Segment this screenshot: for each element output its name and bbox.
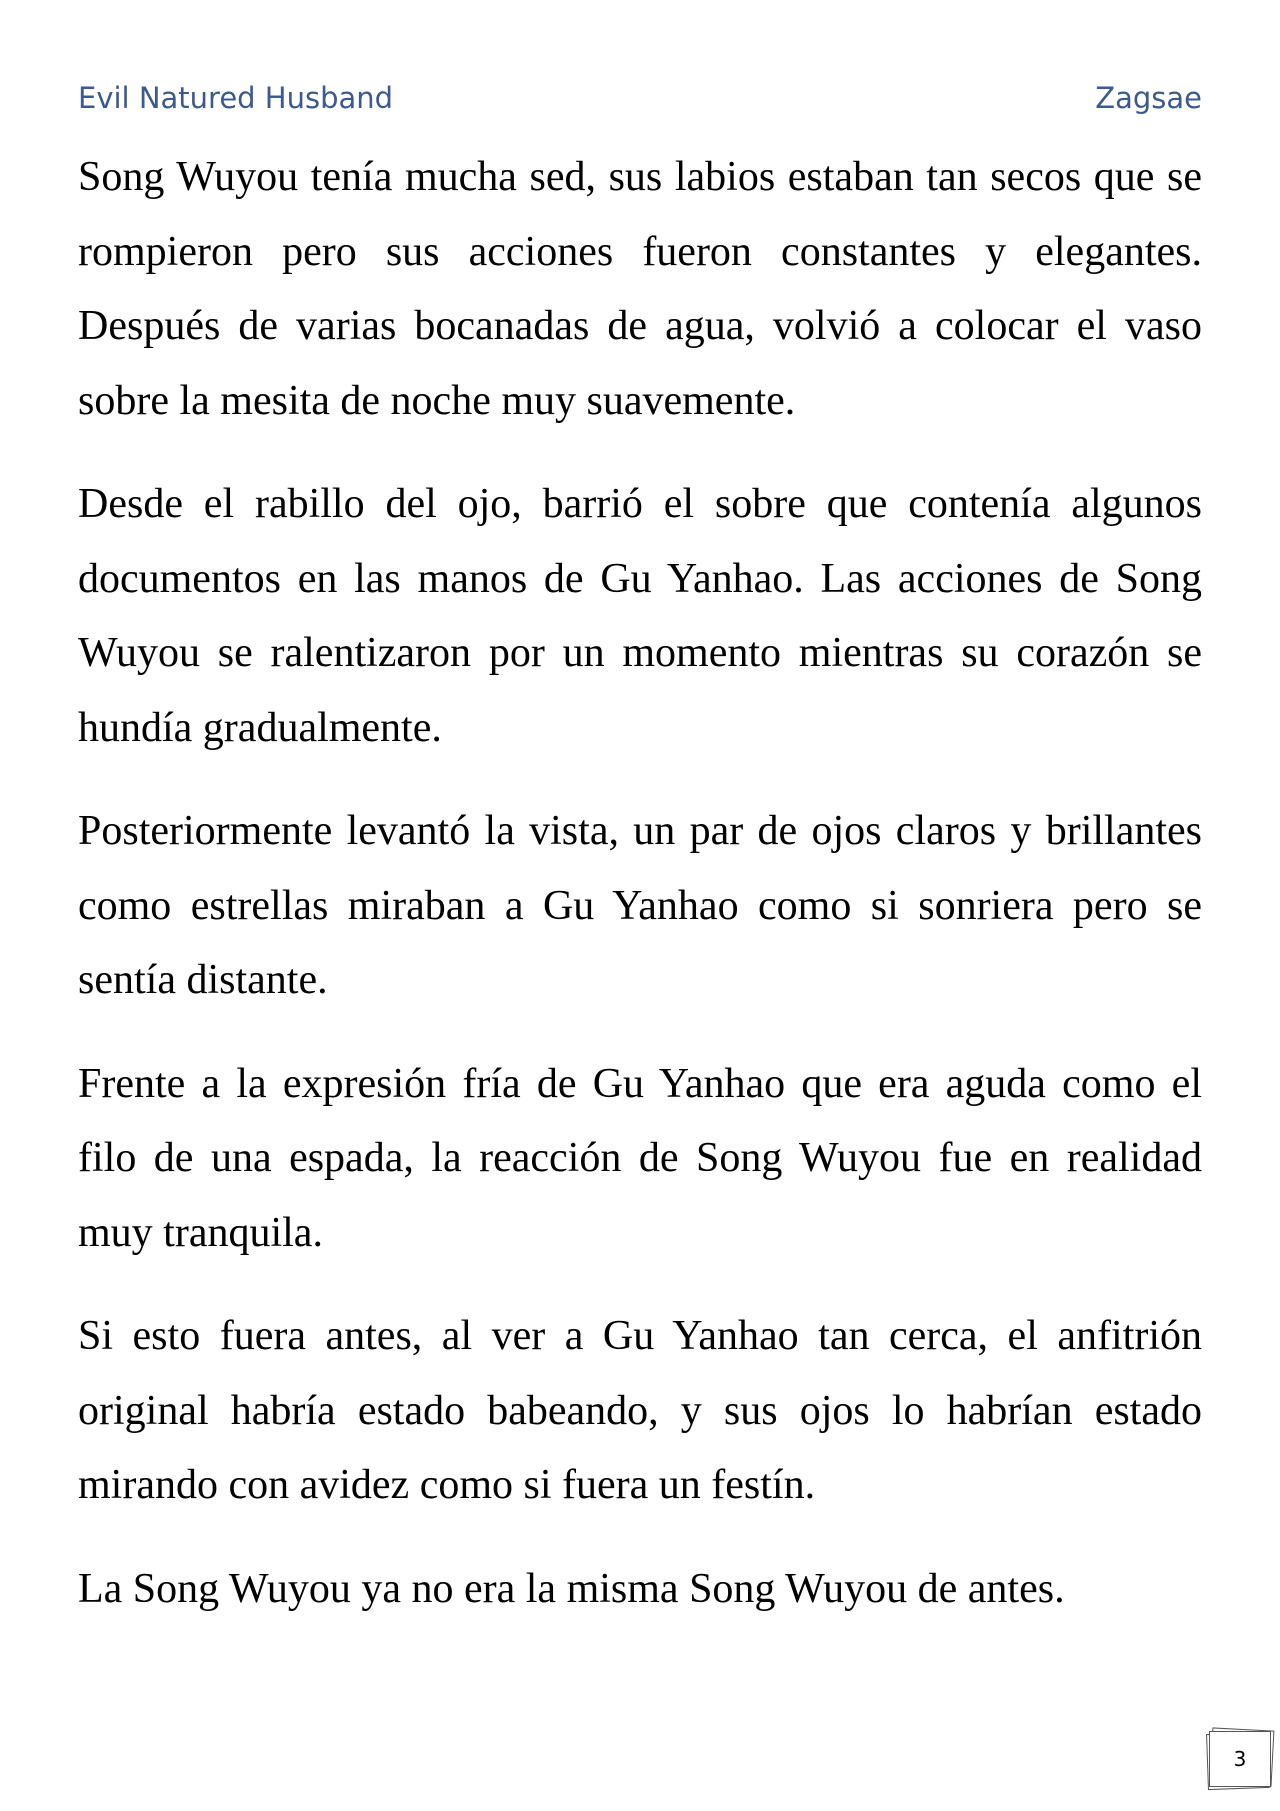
body-text xyxy=(78,140,1202,1655)
paragraph: Si esto fuera antes, al ver a Gu Yanhao tan cerca, el anfitrión original habría estado babeando, y sus ojos lo habrían estado mirando con avidez como si fuera un festín. xyxy=(78,1313,1202,1508)
page-header xyxy=(78,78,1202,118)
header-title: Evil Natured Husband xyxy=(78,81,394,115)
paragraph: Frente a la expresión fría de Gu Yanhao que era aguda como el filo de una espada, la reacción de Song Wuyou fue en realidad muy tranquila. xyxy=(78,1060,1202,1256)
page-number: 3 xyxy=(1209,1731,1271,1787)
paragraph: Song Wuyou tenía mucha sed, sus labios estaban tan secos que se rompieron pero sus acciones fueron constantes y elegantes. Después de varias bocanadas de agua, volvió a colocar el vaso sobre la mesita de noche muy suavemente. xyxy=(78,154,1202,424)
paragraph: Posteriormente levantó la vista, un par de ojos claros y brillantes como estrellas miraban a Gu Yanhao como si sonriera pero se sentía distante. xyxy=(78,808,1202,1003)
page-number-box xyxy=(1205,1727,1275,1789)
paragraph: La Song Wuyou ya no era la misma Song Wuyou de antes. xyxy=(78,1565,1065,1612)
paragraph: Desde el rabillo del ojo, barrió el sobre que contenía algunos documentos en las manos de Gu Yanhao. Las acciones de Song Wuyou se ralentizaron por un momento mientras su corazón se hundía gradualmente. xyxy=(78,481,1202,751)
header-author: Zagsae xyxy=(1095,81,1202,115)
